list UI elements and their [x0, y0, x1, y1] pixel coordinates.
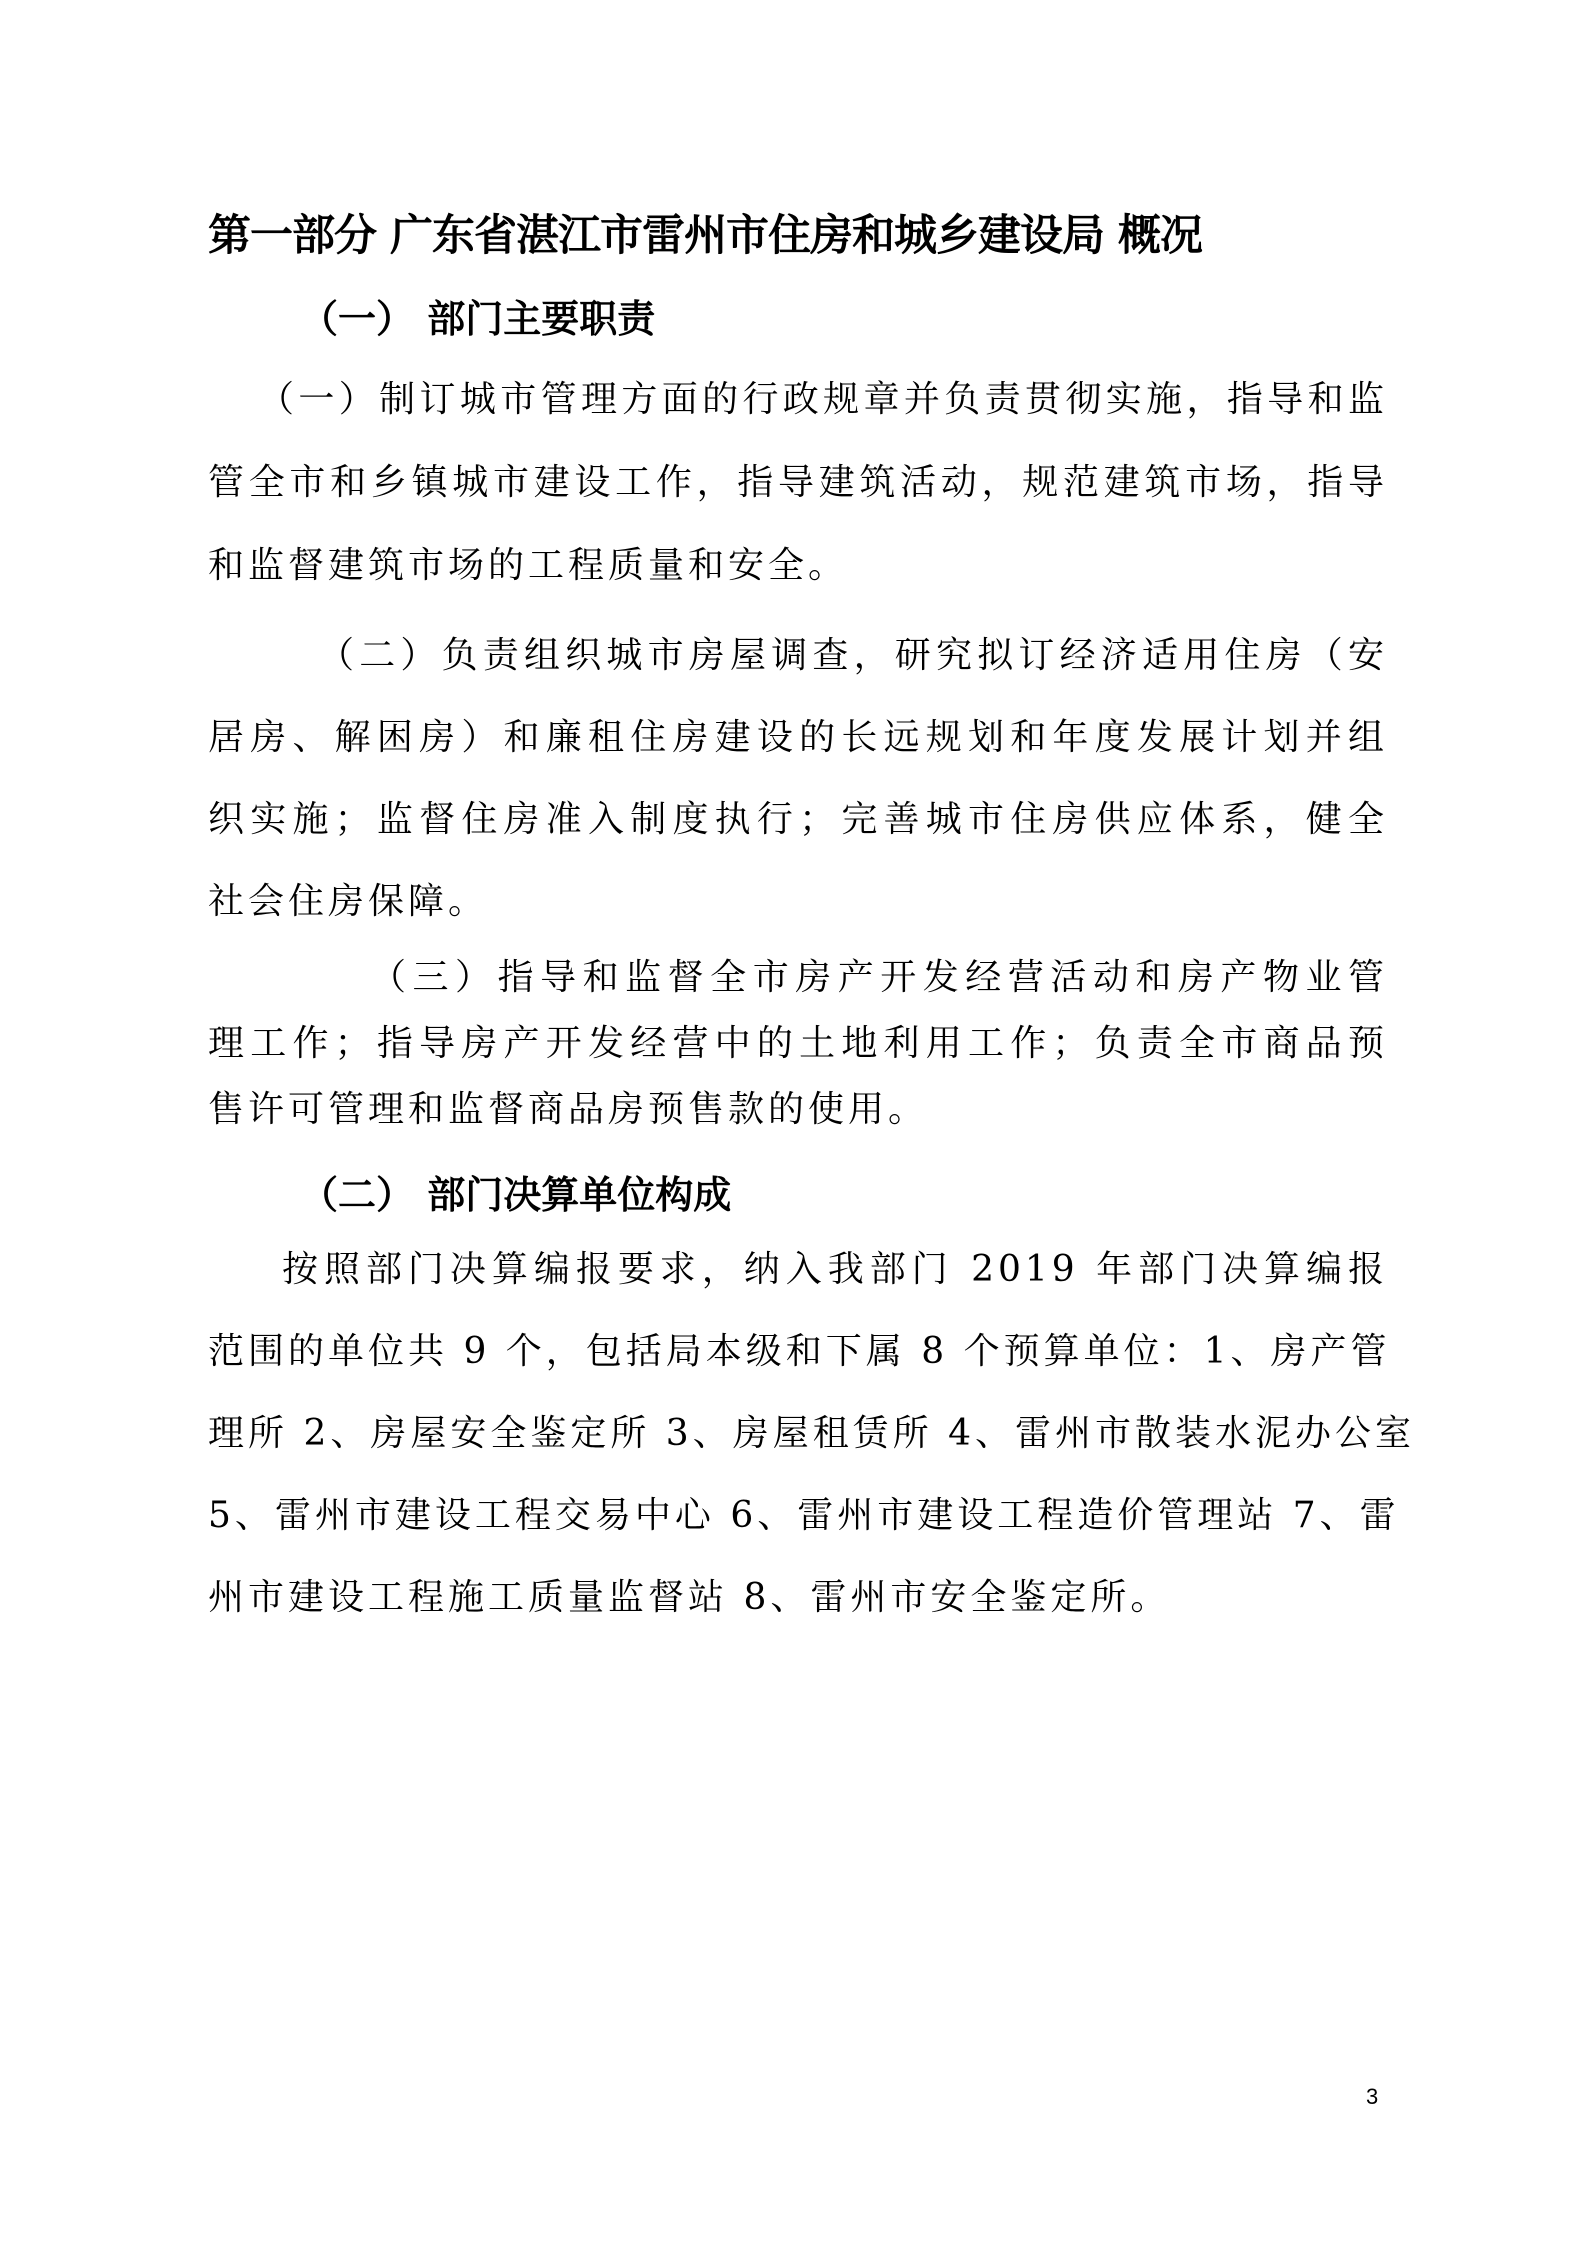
paragraph-line: 按照部门决算编报要求，纳入我部门 2019 年部门决算编报	[282, 1249, 1388, 1290]
page-number: 3	[1366, 2084, 1379, 2109]
page-title: 第一部分 广东省湛江市雷州市住房和城乡建设局 概况	[208, 211, 1202, 261]
section-heading-units: （二） 部门决算单位构成	[300, 1173, 732, 1217]
paragraph-line: 范围的单位共 9 个，包括局本级和下属 8 个预算单位：1、房产管	[208, 1331, 1391, 1372]
paragraph-line: 和监督建筑市场的工程质量和安全。	[208, 545, 849, 586]
paragraph-line: 居房、解困房）和廉租住房建设的长远规划和年度发展计划并组	[208, 717, 1388, 758]
paragraph-line: （二）负责组织城市房屋调查，研究拟订经济适用住房（安	[318, 635, 1388, 676]
paragraph-line: 理工作；指导房产开发经营中的土地利用工作；负责全市商品预	[208, 1023, 1388, 1064]
paragraph-line: 州市建设工程施工质量监督站 8、雷州市安全鉴定所。	[208, 1577, 1171, 1618]
paragraph-line: 社会住房保障。	[208, 881, 489, 922]
paragraph-line: 5、雷州市建设工程交易中心 6、雷州市建设工程造价管理站 7、雷	[208, 1495, 1400, 1536]
paragraph-line: 售许可管理和监督商品房预售款的使用。	[208, 1089, 929, 1130]
paragraph-line: 管全市和乡镇城市建设工作，指导建筑活动，规范建筑市场，指导	[208, 462, 1388, 503]
paragraph-line: （一）制订城市管理方面的行政规章并负责贯彻实施，指导和监	[258, 379, 1388, 420]
paragraph-line: （三）指导和监督全市房产开发经营活动和房产物业管	[370, 957, 1388, 998]
paragraph-line: 理所 2、房屋安全鉴定所 3、房屋租赁所 4、雷州市散装水泥办公室	[208, 1413, 1416, 1454]
paragraph-line: 织实施；监督住房准入制度执行；完善城市住房供应体系，健全	[208, 799, 1388, 840]
section-heading-duties: （一） 部门主要职责	[300, 297, 656, 341]
